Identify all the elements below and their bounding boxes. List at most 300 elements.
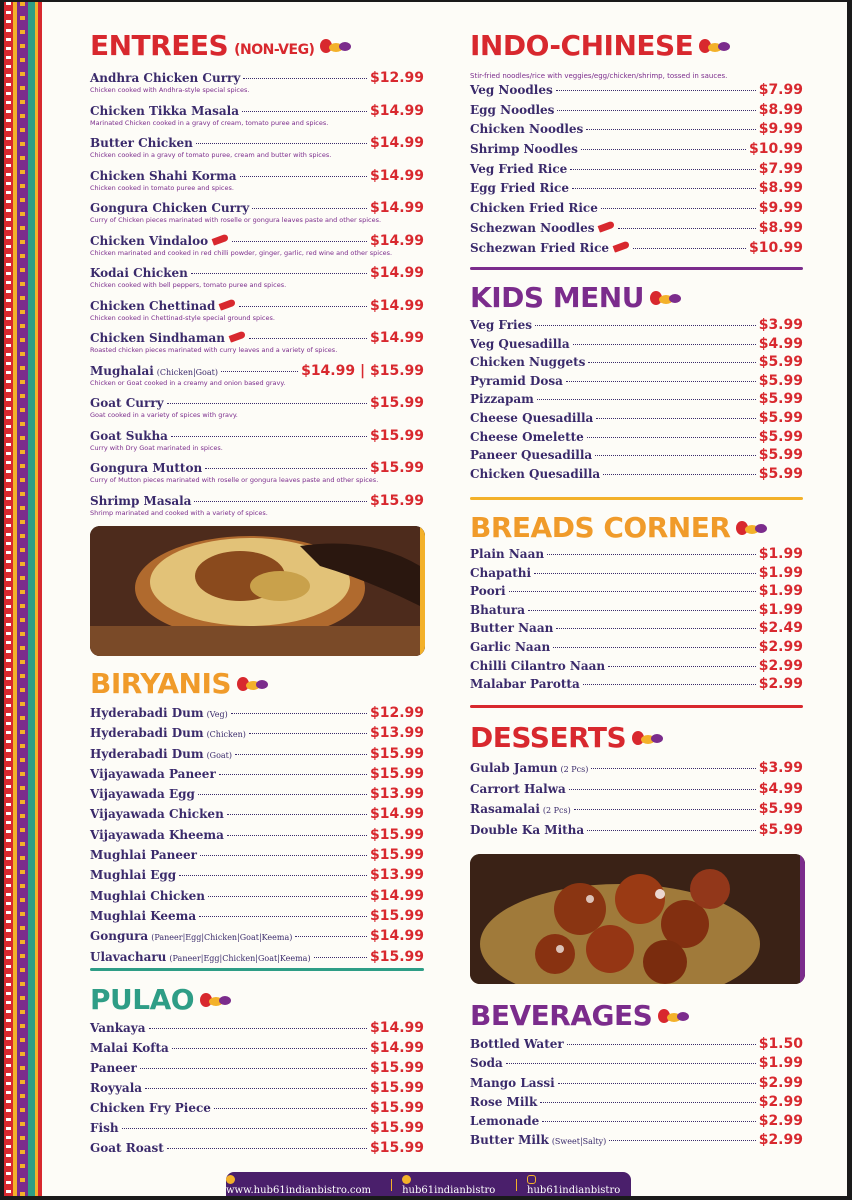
menu-item (470, 240, 803, 260)
leader-dots (609, 1140, 755, 1141)
item-price: $14.99 (369, 167, 424, 184)
menu-item (90, 135, 424, 168)
item-name: Egg Noodles (470, 102, 555, 117)
chili-pepper-icon (613, 240, 630, 252)
menu-item-row (90, 330, 424, 346)
item-price: $1.50 (758, 1036, 803, 1052)
biryanis-list (90, 705, 424, 969)
item-name: Gongura Chicken Curry (90, 201, 250, 215)
item-name: Hyderabadi Dum (Goat) (90, 746, 232, 761)
menu-item-row (470, 410, 803, 426)
menu-item (90, 908, 424, 928)
menu-item (90, 1040, 424, 1060)
item-price: $2.99 (758, 1074, 803, 1091)
kids-heading (470, 281, 682, 314)
item-name: Lemonade (470, 1114, 540, 1129)
menu-item (90, 746, 424, 766)
indo-chinese-heading (470, 29, 731, 62)
item-price: $1.99 (758, 546, 803, 562)
leader-dots (583, 684, 756, 685)
menu-item (470, 391, 803, 410)
item-price: $5.99 (758, 821, 803, 838)
menu-item-row (90, 786, 424, 802)
item-name: Carrort Halwa (470, 781, 566, 796)
item-name: Vijayawada Kheema (90, 827, 224, 842)
menu-item (470, 336, 803, 355)
leader-dots (295, 936, 367, 937)
menu-item (90, 330, 424, 363)
menu-item-row (470, 1036, 803, 1052)
menu-item (470, 546, 803, 565)
menu-item (470, 466, 803, 485)
menu-item (470, 1113, 803, 1132)
indo-chinese-description: Stir-fried noodles/rice with veggies/egg/chicken/shrimp, tossed in sauces. (470, 72, 728, 80)
item-name: Rose Milk (470, 1094, 538, 1109)
breads-divider (470, 705, 803, 708)
item-name: Cheese Quesadilla (470, 410, 594, 425)
gulab-jamun-photo (470, 854, 805, 984)
leader-dots (242, 111, 367, 112)
item-price: $2.49 (758, 620, 803, 637)
item-note: (Paneer|Egg|Chicken|Goat|Keema) (169, 953, 311, 963)
menu-item-row (90, 460, 424, 476)
menu-item (470, 822, 803, 843)
menu-item-row (90, 1120, 424, 1136)
item-name: Chicken Nuggets (470, 355, 586, 370)
menu-item (470, 620, 803, 639)
menu-item-row (90, 265, 424, 281)
menu-item-row (470, 583, 803, 599)
chili-deco-icon (736, 519, 768, 537)
pulao-list (90, 1020, 424, 1160)
biryani-photo (90, 526, 425, 656)
item-name: Goat Roast (90, 1141, 164, 1155)
item-name: Chapathi (470, 565, 532, 580)
menu-item (470, 565, 803, 584)
item-name: Chicken Vindaloo (90, 234, 229, 248)
item-price: $5.99 (758, 447, 803, 464)
menu-item-row (470, 447, 803, 463)
kids-divider (470, 497, 803, 500)
item-price: $15.99 (369, 1080, 424, 1096)
leader-dots (249, 338, 367, 339)
menu-item-row (470, 180, 803, 196)
menu-item (470, 429, 803, 448)
leader-dots (196, 143, 367, 144)
chili-pepper-icon (219, 298, 236, 310)
menu-item-row (470, 373, 803, 389)
item-name: Double Ka Mitha (470, 822, 585, 837)
leader-dots (542, 1121, 755, 1122)
indo-chinese-divider (470, 267, 803, 270)
menu-item (470, 676, 803, 695)
leader-dots (588, 362, 755, 363)
menu-item (90, 1140, 424, 1160)
item-name: Paneer (90, 1061, 137, 1075)
menu-item-row (470, 1055, 803, 1071)
item-name: Soda (470, 1056, 503, 1071)
item-name: Vijayawada Egg (90, 787, 195, 802)
item-name: Chicken Shahi Korma (90, 168, 237, 183)
leader-dots (581, 149, 746, 150)
leader-dots (227, 814, 367, 815)
chili-deco-icon (658, 1007, 690, 1025)
chili-pepper-icon (598, 220, 615, 232)
leader-dots (239, 306, 367, 307)
item-price: $14.99 (369, 928, 424, 945)
leader-dots (149, 1028, 367, 1029)
leader-dots (140, 1068, 367, 1069)
item-note: (Chicken) (206, 730, 246, 740)
item-name: Mughlai Egg (90, 868, 177, 883)
breads-list (470, 546, 803, 695)
chili-pepper-icon (212, 233, 229, 245)
menu-item-row (470, 354, 803, 370)
leader-dots (595, 455, 756, 456)
item-name: Chicken Fried Rice (470, 201, 598, 216)
item-name: Chicken Tikka Masala (90, 103, 239, 118)
biryanis-title: BIRYANIS (90, 667, 232, 700)
item-price: $3.99 (758, 760, 803, 776)
menu-item (90, 949, 424, 969)
item-description: Goat cooked in a variety of spices with gravy. (90, 411, 238, 419)
leader-dots (231, 713, 367, 714)
item-name: Malai Kofta (90, 1041, 169, 1055)
leader-dots (572, 188, 756, 189)
menu-item-row (470, 391, 803, 407)
menu-item (90, 493, 424, 526)
desserts-title: DESSERTS (470, 721, 627, 754)
chili-deco-icon (650, 289, 682, 307)
menu-page (4, 2, 847, 1196)
leader-dots (214, 1108, 367, 1109)
leader-dots (618, 228, 755, 229)
menu-item (90, 766, 424, 786)
footer-separator (391, 1179, 392, 1191)
biryani-image (90, 526, 425, 656)
instagram-link[interactable]: hub61indianbistro (527, 1174, 631, 1196)
item-description: Curry with Dry Goat marinated in spices. (90, 443, 223, 452)
item-name: Cheese Omelette (470, 429, 584, 444)
item-price: $13.99 (369, 867, 424, 884)
menu-item-row (90, 70, 424, 86)
menu-item-row (470, 781, 803, 797)
item-name: Vijayawada Paneer (90, 766, 216, 781)
menu-item (90, 363, 424, 396)
pulao-heading (90, 983, 232, 1016)
item-price: $2.99 (758, 1113, 803, 1130)
item-description: Marinated Chicken cooked in a gravy of cream, tomato puree and spices. (90, 118, 329, 127)
menu-item-row (90, 298, 424, 314)
item-description: Chicken cooked in Chettinad-style special ground spices. (90, 313, 275, 322)
menu-item (470, 1075, 803, 1094)
item-name: Mughlai Keema (90, 908, 197, 923)
menu-item-row (90, 168, 424, 184)
pulao-title: PULAO (90, 983, 195, 1016)
menu-item-row (470, 801, 803, 817)
chili-deco-icon (237, 675, 269, 693)
menu-item (90, 888, 424, 908)
item-name: Butter Naan (470, 621, 554, 636)
item-price: $14.99 (369, 887, 424, 904)
item-name: Chicken Fry Piece (90, 1101, 211, 1115)
menu-item (470, 161, 803, 181)
item-name: Shrimp Masala (90, 493, 192, 508)
leader-dots (198, 794, 367, 795)
leader-dots (573, 344, 756, 345)
beverages-heading (470, 999, 690, 1032)
item-price: $4.99 (758, 335, 803, 352)
menu-item-row (470, 121, 803, 137)
menu-item-row (470, 546, 803, 562)
menu-item (90, 428, 424, 461)
menu-item (90, 1020, 424, 1040)
item-price: $9.99 (758, 200, 803, 217)
leader-dots (167, 1148, 367, 1149)
menu-item-row (90, 493, 424, 509)
item-name: Bhatura (470, 602, 526, 617)
item-note: (Chicken|Goat) (156, 367, 218, 377)
item-note: (2 Pcs) (542, 806, 571, 815)
item-price: $5.99 (758, 409, 803, 426)
leader-dots (633, 248, 746, 249)
menu-item-row (90, 103, 424, 119)
globe-icon (226, 1175, 235, 1184)
item-name: Gongura Mutton (90, 461, 203, 475)
leader-dots (570, 169, 755, 170)
item-description: Curry of Mutton pieces marinated with roselle or gongura leaves paste and other spices. (90, 476, 379, 484)
leader-dots (179, 875, 367, 876)
menu-item (90, 103, 424, 136)
decorative-border (4, 2, 42, 1196)
menu-item-row (90, 908, 424, 924)
leader-dots (591, 768, 755, 769)
item-name: Butter Chicken (90, 136, 193, 150)
item-price: $14.99 | $15.99 (301, 362, 424, 379)
menu-item (470, 317, 803, 336)
item-name: Hyderabadi Dum (Chicken) (90, 726, 246, 741)
leader-dots (547, 554, 756, 555)
menu-item (470, 1094, 803, 1113)
menu-item-row (90, 827, 424, 843)
leader-dots (540, 1102, 755, 1103)
item-price: $5.99 (758, 391, 803, 408)
chili-deco-icon (200, 991, 232, 1009)
item-name: Vankaya (90, 1021, 146, 1035)
item-name: Egg Fried Rice (470, 181, 569, 196)
item-price: $7.99 (758, 160, 803, 177)
desserts-heading (470, 721, 664, 754)
item-price: $15.99 (369, 847, 424, 864)
menu-item (470, 82, 803, 102)
item-price: $7.99 (758, 82, 803, 98)
leader-dots (556, 628, 755, 629)
item-price: $12.99 (369, 70, 424, 86)
item-name: Garlic Naan (470, 639, 551, 654)
leader-dots (240, 176, 367, 177)
menu-item (470, 373, 803, 392)
menu-item-row (90, 867, 424, 883)
item-name: Mango Lassi (470, 1075, 555, 1090)
item-name: Poori (470, 584, 506, 599)
menu-item-row (470, 1075, 803, 1091)
facebook-link[interactable]: hub61indianbistro (402, 1174, 506, 1196)
menu-item (470, 141, 803, 161)
menu-item (90, 867, 424, 887)
item-price: $4.99 (758, 780, 803, 797)
item-name: Chicken Chettinad (90, 299, 236, 313)
item-note: (Goat) (206, 750, 232, 760)
menu-item-row (90, 888, 424, 904)
biryanis-heading (90, 667, 269, 700)
item-price: $5.99 (758, 801, 803, 817)
menu-item-row (90, 1080, 424, 1096)
item-name: Mughlai Paneer (90, 848, 197, 863)
leader-dots (199, 916, 367, 917)
menu-item (470, 1055, 803, 1074)
biryanis-divider (90, 968, 424, 971)
item-name: Kodai Chicken (90, 266, 188, 280)
leader-dots (145, 1088, 367, 1089)
item-price: $2.99 (758, 657, 803, 674)
item-price: $2.99 (758, 1132, 803, 1149)
menu-item-row (470, 822, 803, 838)
item-price: $15.99 (369, 395, 424, 411)
menu-item (90, 1120, 424, 1140)
menu-item (470, 220, 803, 240)
leader-dots (535, 325, 756, 326)
leader-dots (171, 436, 367, 437)
menu-item-row (470, 1113, 803, 1129)
menu-item (470, 760, 803, 781)
chili-deco-icon (320, 37, 352, 55)
item-name: Fish (90, 1121, 119, 1135)
menu-item (90, 847, 424, 867)
menu-item-row (90, 725, 424, 741)
item-price: $15.99 (369, 460, 424, 476)
item-price: $13.99 (369, 725, 424, 742)
leader-dots (506, 1063, 756, 1064)
menu-item-row (90, 200, 424, 216)
item-price: $8.99 (758, 219, 803, 236)
item-name: Gulab Jamun (2 Pcs) (470, 761, 589, 775)
menu-item (470, 180, 803, 200)
leader-dots (587, 437, 756, 438)
leader-dots (194, 501, 367, 502)
menu-item (470, 121, 803, 141)
menu-item-row (90, 1040, 424, 1056)
item-price: $15.99 (369, 492, 424, 509)
menu-item (470, 583, 803, 602)
menu-item-row (470, 602, 803, 618)
entrees-list (90, 70, 424, 525)
menu-item-row (470, 639, 803, 655)
menu-item (90, 705, 424, 725)
item-name: Veg Noodles (470, 83, 553, 97)
menu-item (470, 1132, 803, 1151)
leader-dots (603, 474, 756, 475)
menu-item (90, 786, 424, 806)
item-price: $5.99 (758, 465, 803, 482)
item-price: $5.99 (758, 428, 803, 445)
item-description: Chicken cooked in tomato puree and spices. (90, 183, 234, 192)
menu-item (90, 1080, 424, 1100)
leader-dots (601, 208, 756, 209)
menu-item (90, 200, 424, 233)
menu-item-row (90, 1060, 424, 1076)
menu-item-row (90, 928, 424, 944)
menu-item-row (470, 161, 803, 177)
menu-item (470, 1036, 803, 1055)
item-name: Chicken Sindhaman (90, 331, 246, 345)
menu-item-row (470, 220, 803, 236)
item-price: $15.99 (369, 1120, 424, 1136)
leader-dots (587, 830, 756, 831)
item-description: Curry of Chicken pieces marinated with roselle or gongura leaves paste and other spices. (90, 216, 382, 224)
facebook-icon (402, 1175, 411, 1184)
item-price: $2.99 (758, 1093, 803, 1110)
item-name: Veg Quesadilla (470, 336, 570, 351)
beverages-title: BEVERAGES (470, 999, 653, 1032)
beverages-list (470, 1036, 803, 1152)
item-name: Hyderabadi Dum (Veg) (90, 706, 228, 720)
indo-chinese-title: INDO-CHINESE (470, 29, 694, 62)
item-price: $1.99 (758, 601, 803, 618)
item-note: (Paneer|Egg|Chicken|Goat|Keema) (151, 933, 293, 943)
leader-dots (509, 591, 756, 592)
chili-deco-icon (632, 729, 664, 747)
menu-item (90, 70, 424, 103)
chili-deco-icon (699, 37, 731, 55)
item-name: Schezwan Fried Rice (470, 241, 630, 255)
menu-item-row (470, 317, 803, 333)
leader-dots (574, 809, 756, 810)
item-price: $15.99 (369, 427, 424, 444)
breads-title: BREADS CORNER (470, 511, 731, 544)
leader-dots (221, 371, 298, 372)
leader-dots (569, 789, 756, 790)
kids-list (470, 317, 803, 484)
menu-item-row (90, 1140, 424, 1156)
item-price: $14.99 (369, 1020, 424, 1036)
menu-item-row (470, 336, 803, 352)
entrees-heading (90, 29, 352, 62)
leader-dots (232, 241, 367, 242)
menu-item-row (470, 676, 803, 692)
website-link[interactable]: www.hub61indianbistro.com (226, 1174, 381, 1196)
leader-dots (314, 957, 367, 958)
leader-dots (567, 1044, 756, 1045)
leader-dots (208, 896, 367, 897)
leader-dots (537, 399, 756, 400)
item-name: Mughalai (Chicken|Goat) (90, 363, 218, 378)
leader-dots (534, 573, 756, 574)
item-price: $3.99 (758, 317, 803, 333)
desserts-list (470, 760, 803, 842)
item-price: $13.99 (369, 786, 424, 803)
leader-dots (553, 647, 756, 648)
leader-dots (249, 733, 367, 734)
menu-item (90, 460, 424, 493)
item-name: Plain Naan (470, 547, 545, 561)
item-note: (Sweet|Salty) (551, 1137, 607, 1147)
item-price: $15.99 (369, 765, 424, 782)
menu-item-row (470, 760, 803, 776)
menu-item-row (470, 429, 803, 445)
item-price: $15.99 (369, 745, 424, 762)
item-name: Vijayawada Chicken (90, 807, 224, 822)
item-price: $14.99 (369, 297, 424, 314)
